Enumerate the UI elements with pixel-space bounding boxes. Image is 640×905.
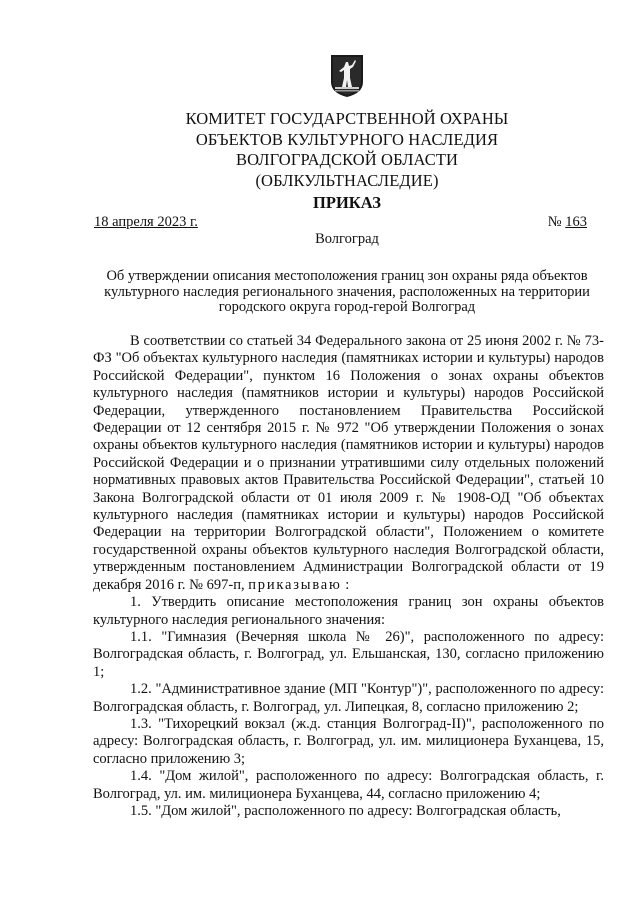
order-number	[548, 213, 587, 231]
order-title: ПРИКАЗ	[313, 193, 381, 212]
decree-word: приказываю	[248, 576, 342, 593]
subject-line: городского округа город-герой Волгоград	[218, 299, 476, 315]
order-item: 1. Утвердить описание местоположения границ зон охраны объектов культурного наследия регионального значения:	[93, 594, 604, 628]
order-subject	[90, 269, 604, 316]
agency-name	[120, 109, 574, 191]
agency-line: ОБЪЕКТОВ КУЛЬТУРНОГО НАСЛЕДИЯ	[195, 129, 499, 149]
agency-line: КОМИТЕТ ГОСУДАРСТВЕННОЙ ОХРАНЫ	[185, 109, 509, 128]
order-item: 1.2. "Административное здание (МП "Контур")", расположенного по адресу: Волгоградская область, г. Волгоград, ул. Липецкая, 8, согласно приложению 2;	[93, 681, 604, 715]
order-date	[94, 213, 198, 231]
subject-line: Об утверждении описания местоположения границ зон охраны ряда объектов	[106, 268, 588, 284]
order-item: 1.1. "Гимназия (Вечерняя школа № 26)", расположенного по адресу: Волгоградская область, г. Волгоград, ул. Ельшанская, 130, согласно приложению 1;	[93, 628, 604, 680]
order-body	[93, 333, 604, 820]
agency-line: (ОБЛКУЛЬТНАСЛЕДИЕ)	[255, 170, 439, 190]
order-number-value: 163	[565, 214, 587, 230]
order-date-value: 18 апреля 2023 г.	[94, 214, 198, 230]
preamble-text: В соответствии со статьей 34 Федерального закона от 25 июня 2002 г. № 73-ФЗ "Об объектах культурного наследия (памятниках истории и культуры) народов Российской Федерации", пунктом 16 Положения о зонах охраны объектов культурного наследия (памятников истории и культуры) народов Российской Федерации, утвержденного постановлением Правительства Российской Федерации от 12 сентября 2015 г. № 972 "Об утверждении Положения о зонах охраны объектов культурного наследия (памятников истории и культуры) народов Российской Федерации и о признании утратившими силу отдельных положений нормативных правовых актов Правительства Российской Федерации", статьей 10 Закона Волгоградской области от 01 июля 2009 г. № 1908-ОД "Об объектах культурного наследия (памятниках истории и культуры) народов Российской Федерации на территории Волгоградской области", Положением о комитете государственной охраны объектов культурного наследия Волгоградской области, утвержденным постановлением Администрации Волгоградской области от 19 декабря 2016 г. № 697-п,	[93, 333, 604, 593]
agency-line: ВОЛГОГРАДСКОЙ ОБЛАСТИ	[235, 150, 459, 169]
order-item: 1.3. "Тихорецкий вокзал (ж.д. станция Волгоград-II)", расположенного по адресу: Волгоградская область, г. Волгоград, ул. им. милиционера Буханцева, 15, согласно приложению 3;	[93, 715, 604, 767]
order-item: 1.5. "Дом жилой", расположенного по адресу: Волгоградская область,	[130, 802, 561, 819]
decree-tail: :	[345, 576, 350, 593]
order-item: 1.4. "Дом жилой", расположенного по адресу: Волгоградская область, г. Волгоград, ул. им. милиционера Буханцева, 44, согласно приложению 4;	[93, 768, 604, 802]
subject-line: культурного наследия регионального значения, расположенных на территории	[104, 283, 590, 300]
order-city: Волгоград	[315, 231, 379, 247]
order-number-prefix: №	[547, 214, 562, 230]
volgograd-coat-of-arms-icon	[329, 54, 365, 98]
preamble-paragraph	[93, 333, 604, 594]
